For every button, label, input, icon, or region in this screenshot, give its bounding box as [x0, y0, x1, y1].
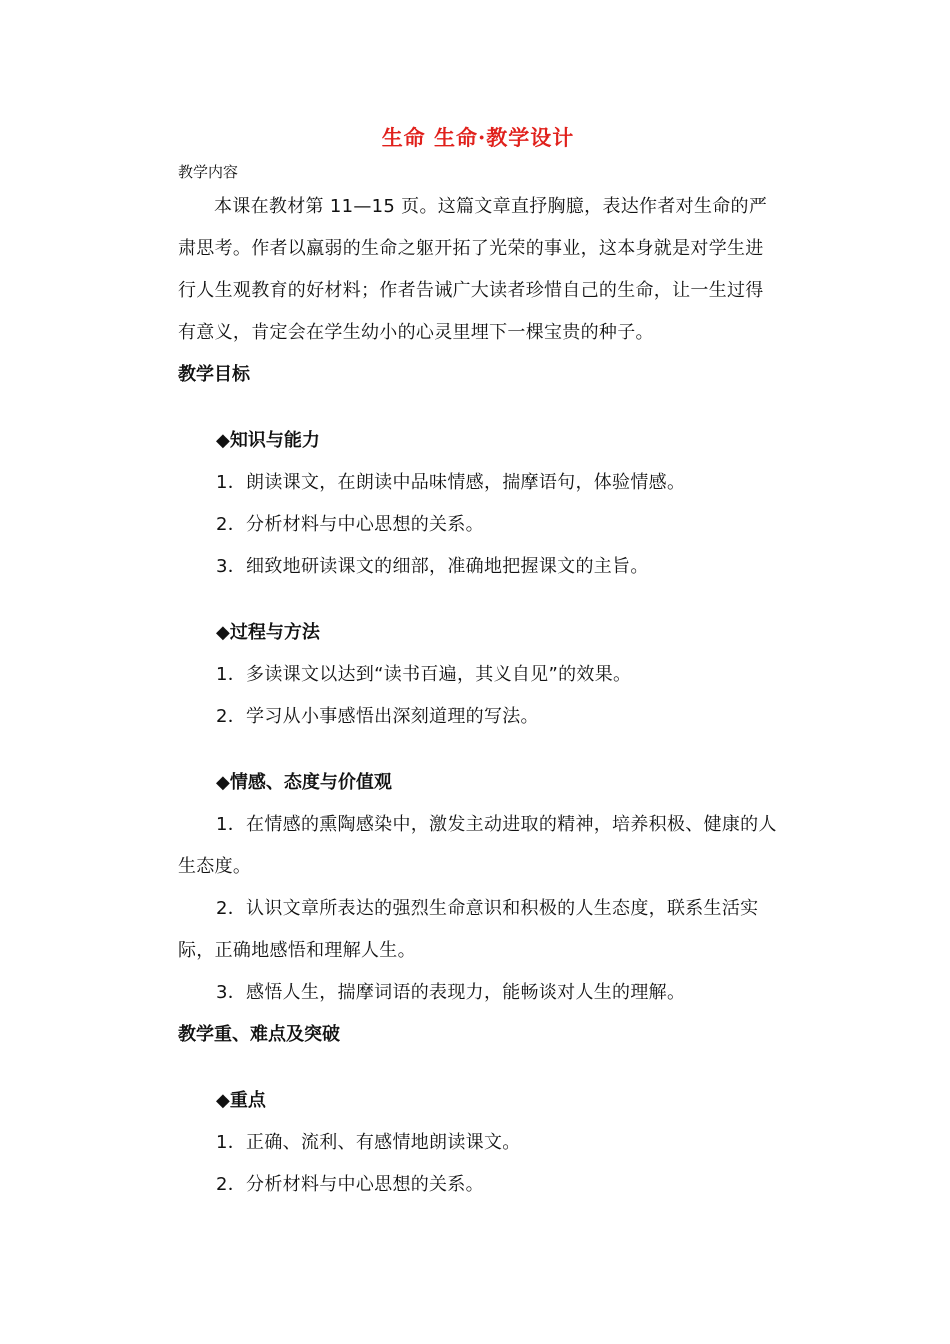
emotion-item: 1．在情感的熏陶感染中，激发主动进取的精神，培养积极、健康的人生态度。 — [178, 814, 777, 877]
knowledge-item: 2．分析材料与中心思想的关系。 — [216, 514, 484, 535]
knowledge-heading: ◆知识与能力 — [216, 430, 320, 451]
objectives-heading: 教学目标 — [178, 364, 250, 385]
content-label: 教学内容 — [178, 163, 239, 181]
knowledge-item: 3．细致地研读课文的细部，准确地把握课文的主旨。 — [216, 556, 649, 577]
process-item: 2．学习从小事感悟出深刻道理的写法。 — [216, 706, 539, 727]
key-points-heading: 教学重、难点及突破 — [178, 1024, 340, 1045]
emotion-item: 2．认识文章所表达的强烈生命意识和积极的人生态度，联系生活实际，正确地感悟和理解人生。 — [178, 898, 759, 961]
document-page — [178, 118, 778, 1206]
content-paragraph: 本课在教材第 11—15 页。这篇文章直抒胸臆，表达作者对生命的严肃思考。作者以羸弱的生命之躯开拓了光荣的事业，这本身就是对学生进行人生观教育的好材料；作者告诫广大读者珍惜自己的生命，让一生过得有意义，肯定会在学生幼小的心灵里埋下一棵宝贵的种子。 — [178, 196, 768, 343]
knowledge-item: 1．朗读课文，在朗读中品味情感，揣摩语句，体验情感。 — [216, 472, 686, 493]
focus-item: 2．分析材料与中心思想的关系。 — [216, 1174, 484, 1195]
focus-heading: ◆重点 — [216, 1090, 266, 1111]
process-item: 1．多读课文以达到“读书百遍，其义自见”的效果。 — [216, 664, 632, 685]
document-title: 生命 生命·教学设计 — [381, 125, 575, 150]
emotion-item: 3．感悟人生，揣摩词语的表现力，能畅谈对人生的理解。 — [216, 982, 686, 1003]
emotion-heading: ◆情感、态度与价值观 — [216, 772, 392, 793]
focus-item: 1．正确、流利、有感情地朗读课文。 — [216, 1132, 521, 1153]
process-heading: ◆过程与方法 — [216, 622, 320, 643]
